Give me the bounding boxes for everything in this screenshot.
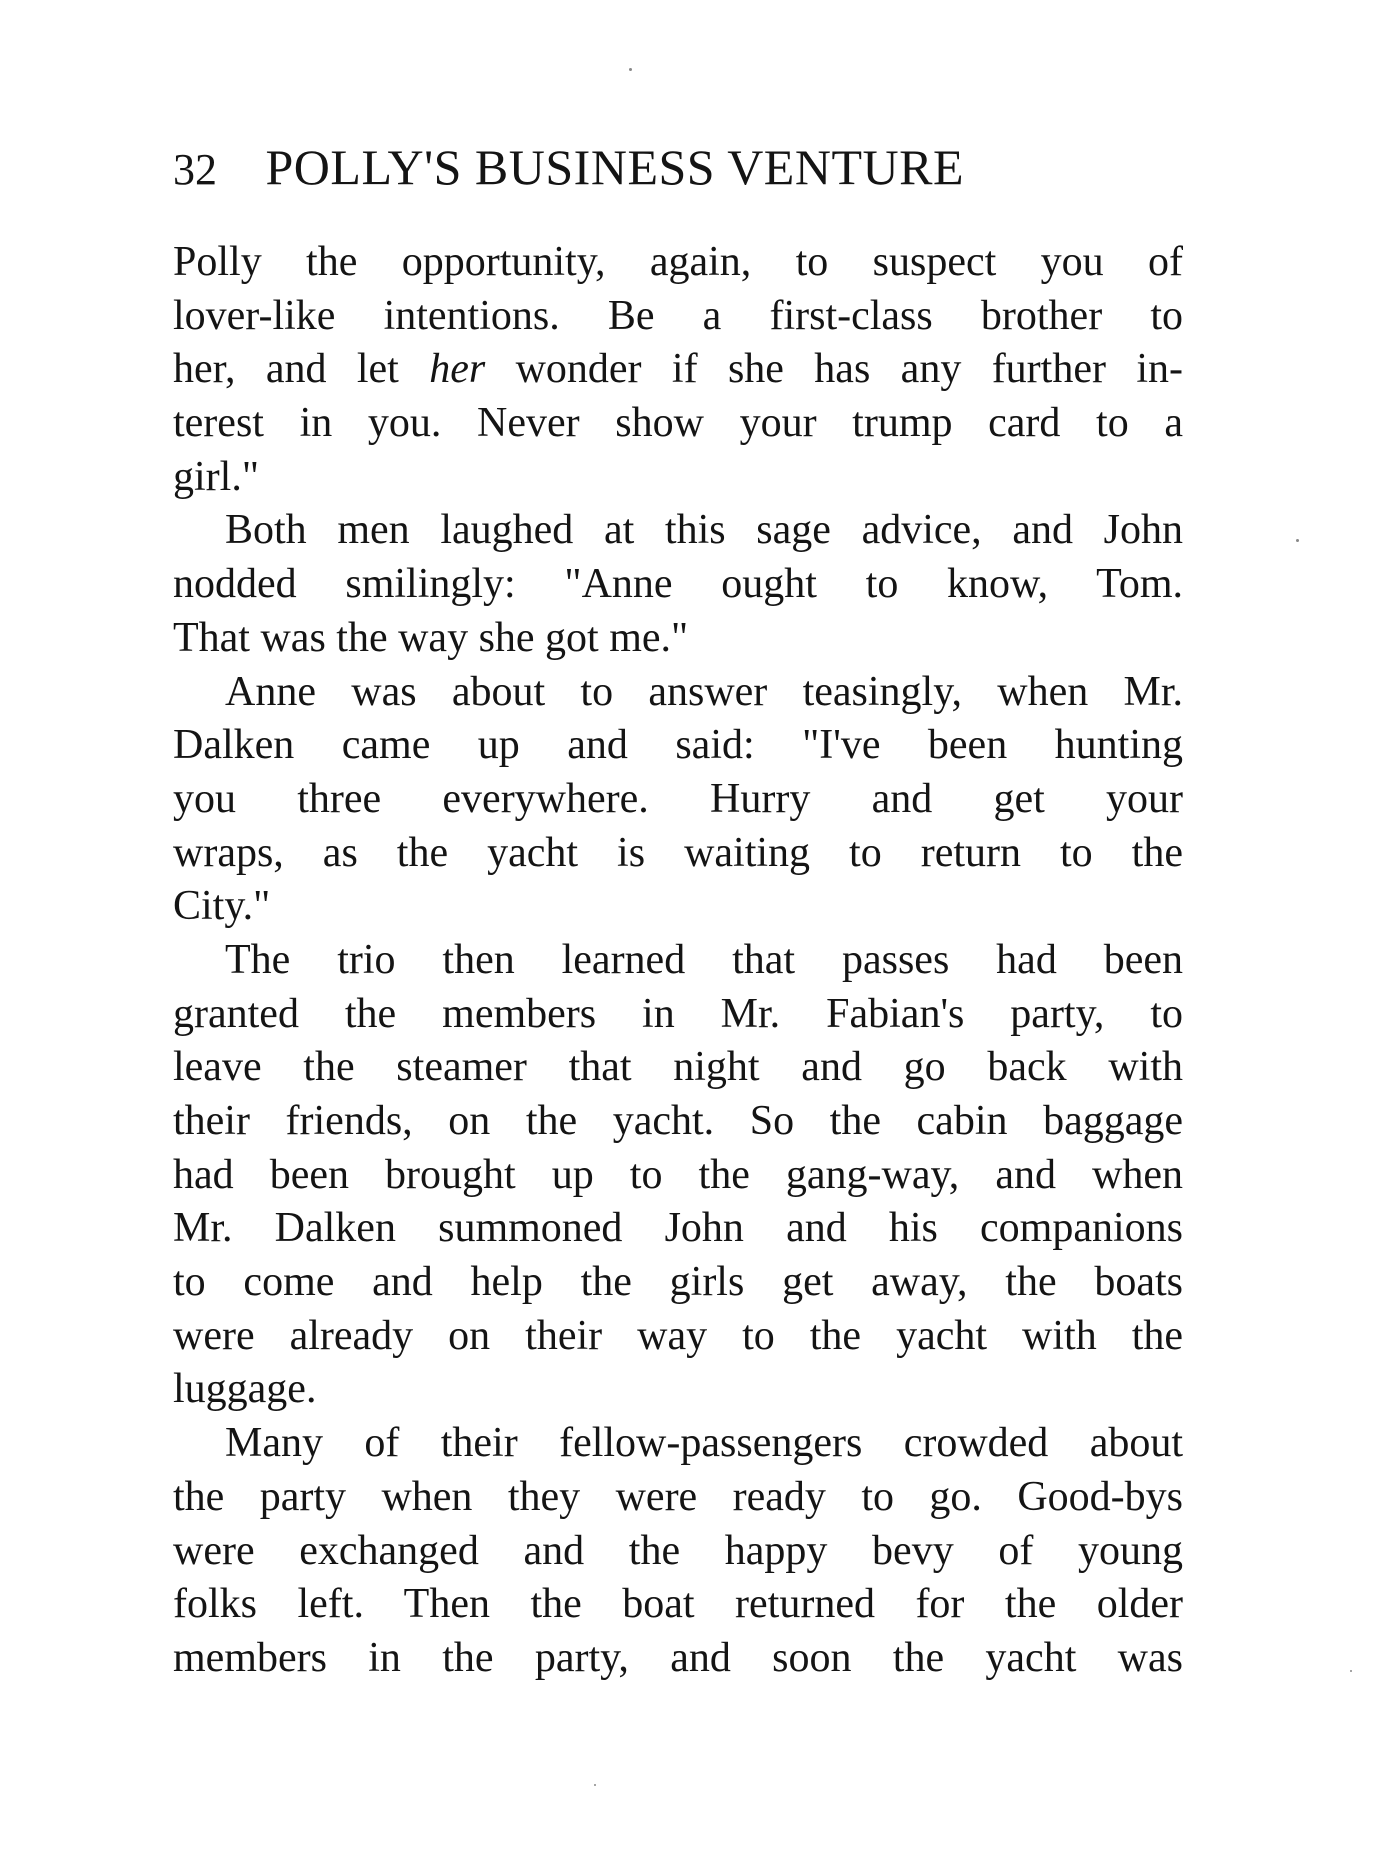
text-line: wraps, as the yacht is waiting to return to the [173,829,1183,876]
text-line: the party when they were ready to go. Good-bys [173,1473,1183,1520]
text-line: terest in you. Never show your trump card to a [173,400,1183,447]
text-line: luggage. [173,1366,317,1413]
text-line: Both men laughed at this sage advice, and John [225,507,1183,554]
text-line: Many of their fellow-passengers crowded about [225,1420,1183,1467]
text-line: were already on their way to the yacht with the [173,1312,1183,1359]
text-line: their friends, on the yacht. So the cabin baggage [173,1098,1183,1144]
text-line: Polly the opportunity, again, to suspect you of [173,239,1183,285]
text-line: The trio then learned that passes had been [225,936,1183,983]
text-line: That was the way she got me." [173,614,689,661]
body-text [173,236,1183,1686]
text-run: wonder if she has any further in- [485,346,1183,393]
page-number: 32 [173,145,217,194]
scan-speck [1350,1670,1352,1672]
text-line: Mr. Dalken summoned John and his companions [173,1205,1183,1252]
text-line: to come and help the girls get away, the boats [173,1259,1183,1306]
text-line: folks left. Then the boat returned for the older [173,1581,1183,1628]
text-line: City." [173,883,271,930]
text-line: had been brought up to the gang-way, and when [173,1151,1183,1198]
text-line: nodded smilingly: "Anne ought to know, Tom. [173,561,1183,608]
text-line: lover-like intentions. Be a first-class brother to [173,292,1183,339]
text-line: Anne was about to answer teasingly, when Mr. [225,668,1183,715]
text-line: granted the members in Mr. Fabian's party, to [173,990,1183,1037]
text-line [173,343,1183,397]
text-line: you three everywhere. Hurry and get your [173,775,1183,822]
emphasized-word: her [429,346,486,393]
text-line: members in the party, and soon the yacht was [173,1634,1183,1681]
text-line: leave the steamer that night and go back with [173,1044,1183,1091]
scan-speck [629,68,632,71]
book-title: POLLY'S BUSINESS VENTURE [265,139,964,195]
running-head [173,132,1183,202]
text-line: were exchanged and the happy bevy of young [173,1527,1183,1574]
text-run: her, and let [173,346,430,393]
scan-speck [1296,539,1299,542]
text-line: Dalken came up and said: "I've been hunting [173,722,1183,769]
text-line: girl." [173,453,259,500]
scan-speck [594,1784,596,1786]
